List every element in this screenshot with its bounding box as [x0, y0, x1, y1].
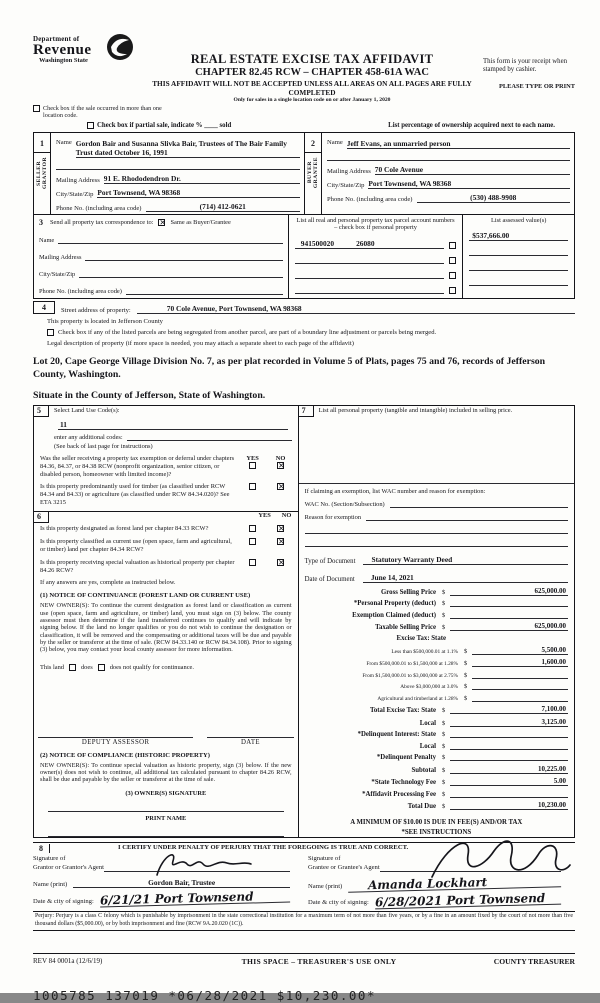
parcel-field-2[interactable] [295, 256, 445, 264]
wac-label: WAC No. (Section/Subsection) [304, 501, 385, 509]
segregated-checkbox[interactable] [47, 329, 54, 336]
single-location-note: Only for sales in a single location code on or after January 1, 2020 [233, 97, 391, 103]
grantee-agent-label: Grantee or Grantee's Agent [308, 863, 380, 871]
grantor-name-print-label: Name (print) [33, 880, 68, 888]
type-print-note: PLEASE TYPE OR PRINT [498, 82, 575, 90]
header [33, 36, 575, 103]
personal-property-area[interactable] [299, 417, 574, 481]
seller-mailing-field[interactable]: 91 E. Rhododendron Dr. [104, 174, 300, 184]
corr-phone-field[interactable] [126, 287, 283, 295]
section6-number: 6 [34, 512, 49, 523]
deputy-assessor-label: DEPUTY ASSESSOR [81, 738, 150, 746]
buyer-grantee-label: BUYER GRANTEE [306, 156, 319, 189]
buyer-box: 2 BUYER GRANTEE Name Jeff Evans, an unmarried person Mailing Address 70 Cole Avenue City/State/Zip Port Townsend, WA 98368 Phone No. (including area code) (530) 488-9908 [304, 133, 574, 214]
perjury-note: Perjury: Perjury is a class C felony which is punishable by imprisonment in the state correctional institution for a maximum term of not more than five years, or by a fine in an amount fixed by the court of not more than five thousand dollars ($5,000.00), or by both imprisonment and fine (RCW 9A.20.020 (1C)). [33, 911, 575, 931]
footer [33, 953, 575, 966]
personal-property-checkbox-1[interactable] [449, 242, 456, 249]
grantor-date-field[interactable]: 6/21/21 Port Townsend [100, 890, 290, 907]
tax-tier3-field[interactable] [472, 671, 568, 679]
does-not-qualify-checkbox[interactable] [98, 664, 105, 671]
exemption-claim-header: If claiming an exemption, list WAC number and reason for exemption: [304, 488, 486, 496]
partial-sale-checkbox[interactable] [87, 122, 94, 129]
form-subtitle: CHAPTER 82.45 RCW – CHAPTER 458-61A WAC [195, 67, 429, 78]
doc-date-field[interactable]: June 14, 2021 [363, 573, 568, 583]
forest-yes-checkbox[interactable] [249, 525, 256, 532]
grantor-agent-label: Grantor or Grantor's Agent [33, 863, 104, 871]
assessed-value-field[interactable]: $537,666.00 [469, 231, 568, 241]
legal-description-text: Lot 20, Cape George Village Division No. 7, as per plat recorded in Volume 5 of Plats, pages 75 and 76, records of Jefferson County, Washington. [33, 355, 546, 380]
land-use-label: Select Land Use Code(s): [54, 407, 120, 415]
timber-question: Is this property predominantly used for timber (as classified under RCW 84.34 and 84.33) or agriculture (as classified under RCW 84.34.020)? See ETA 3215 [40, 483, 230, 506]
corr-city-field[interactable] [79, 270, 283, 278]
multi-location-label: Check box if the sale occurred in more than one location code. [43, 105, 162, 120]
does-qualify-checkbox[interactable] [69, 664, 76, 671]
county-treasurer-label: COUNTY TREASURER [493, 957, 575, 967]
section8-number: 8 [33, 844, 50, 853]
buyer-name-label: Name [327, 138, 343, 146]
ownership-note: List percentage of ownership acquired next to each name. [388, 121, 555, 129]
seller-grantor-label: SELLER GRANTOR [35, 156, 48, 189]
forest-land-question: Is this property designated as forest land per chapter 84.33 RCW? [40, 525, 209, 533]
grantee-date-field[interactable]: 6/28/2021 Port Townsend [375, 892, 561, 909]
current-use-yes-checkbox[interactable] [249, 538, 256, 545]
grantee-signature-block: Signature of Grantee or Grantee's Agent Name (print) Amanda Lockhart Date & city of signing: 6/28/2021 Port Townsend [304, 855, 575, 906]
seller-extra-line[interactable] [56, 162, 300, 170]
notice2-title: (2) NOTICE OF COMPLIANCE (HISTORIC PROPERTY) [40, 751, 210, 759]
exemption-claimed-field[interactable] [450, 611, 568, 619]
same-as-buyer-label: Same as Buyer/Grantee [170, 218, 231, 226]
total-excise-state-field[interactable]: 7,100.00 [450, 705, 568, 714]
section3-number: 3 [39, 217, 43, 227]
gross-selling-price-field[interactable]: 625,000.00 [450, 587, 568, 596]
current-use-no-checkbox[interactable] [277, 538, 284, 545]
street-address-field[interactable]: 70 Cole Avenue, Port Townsend, WA 98368 [137, 304, 575, 314]
owners-signature-label: (3) OWNER(S) SIGNATURE [125, 789, 207, 797]
personal-property-checkbox-4[interactable] [449, 287, 456, 294]
section1-number: 1 [34, 133, 50, 153]
located-note: This property is located in Jefferson County [47, 317, 163, 325]
parcel-header: List all real and personal property tax parcel account numbers – check box if personal property [296, 216, 455, 232]
total-excise-local-field[interactable]: 3,125.00 [450, 718, 568, 727]
doc-type-field[interactable]: Statutory Warranty Deed [363, 555, 568, 565]
print-name-line[interactable] [48, 826, 284, 837]
assessed-header: List assessed value(s) [490, 216, 547, 224]
historic-no-checkbox[interactable] [277, 559, 284, 566]
grantor-signature-block: Signature of Grantor or Grantor's Agent Name (print) Gordon Bair, Trustee Date & city of signing: 6/21/21 Port Townsend [33, 855, 304, 906]
section7-column: 7 List all personal property (tangible and intangible) included in selling price. If claiming an exemption, list WAC number and reason for exemption: WAC No. (Section/Subsection) Reason for exemption Type of Document Statutory Warranty Deed Date of Document June 14, 2021 Gross Selling Price $ 625,000.00 *Personal Property (deduct) $ Exemption Claimed (deduct) $ Taxable Selling Price $ 625,000.00 Excise Tax: State Less than $500,000.01 at 1.1% $ 5,500.00 From $500,000.01 to $1,500,000 at 1.28% $ 1,600.00 From $1,500,000.01 to $3,000,000 at 2.75% $ Above $3,000,000 at 3.0% $ Agricultural and timberland at 1.28% $ Total Excise Tax: State $ 7,100.00 Local $ 3,125.00 *Delinquent Interest: State $ Local $ *Delinquent Penalty $ Subtotal $ 10,225.00 *State Technology Fee $ 5.00 *Affidavit Processing Fee $ Total Due $ 10,230.00 A MINIMUM OF $10.00 IS DUE IN FEE(S) AND/OR TAX *SEE INSTRUCTIONS [299, 406, 574, 837]
logo-text: Department of [33, 35, 80, 43]
partial-sale-label: Check box if partial sale, indicate % ____ sold [97, 121, 232, 129]
assessed-field-3[interactable] [469, 263, 568, 271]
parcel-field-3[interactable] [295, 271, 445, 279]
treasurer-space-label: THIS SPACE – TREASURER'S USE ONLY [241, 957, 397, 967]
dor-seal-icon [105, 32, 135, 62]
buyer-mailing-field[interactable]: 70 Cole Avenue [375, 165, 570, 175]
assessor-date-line[interactable] [207, 729, 293, 738]
delinquent-interest-state-field[interactable] [450, 730, 568, 738]
treasurer-stamp: 1005785 137019 *06/28/2021 $10,230.00* [33, 988, 376, 1003]
section7-number: 7 [299, 406, 314, 417]
corr-mailing-field[interactable] [85, 253, 282, 261]
minimum-fee-note: A MINIMUM OF $10.00 IS DUE IN FEE(S) AND/OR TAX *SEE INSTRUCTIONS [350, 819, 523, 836]
form-warning: THIS AFFIDAVIT WILL NOT BE ACCEPTED UNLESS ALL AREAS ON ALL PAGES ARE FULLY COMPLETED [152, 79, 472, 97]
print-name-label: PRINT NAME [145, 814, 187, 822]
delinquent-interest-local-field[interactable] [450, 742, 568, 750]
grantor-date-label: Date & city of signing: [33, 897, 94, 905]
affidavit-processing-fee-field[interactable] [450, 790, 568, 798]
personal-property-checkbox-3[interactable] [449, 272, 456, 279]
section4 [33, 301, 575, 314]
multi-location-checkbox[interactable] [33, 105, 40, 112]
grantor-name-print-field[interactable]: Gordon Bair, Trustee [73, 878, 290, 888]
form-title: REAL ESTATE EXCISE TAX AFFIDAVIT [190, 52, 434, 66]
certify-statement: I CERTIFY UNDER PENALTY OF PERJURY THAT THE FOREGOING IS TRUE AND CORRECT. [118, 844, 409, 852]
notice1-body: NEW OWNER(S): To continue the current designation as forest land or classification as current use (open space, farm and agriculture, or timber) land, you must sign on (3) below. The county assessor must then determine if the land transferred continues to qualify and will indicate by signing below. If the land no longer qualifies or you do not wish to continue the designation or classification, it will be removed and the compensating or additional taxes will be due and payable by the seller or transferor at the time of sale. (RCW 84.33.140 or RCW 84.34.108). Prior to signing (3) below, you may contact your local county assessor for more information. [40, 602, 292, 654]
section4-number: 4 [33, 301, 55, 314]
notice1-title: (1) NOTICE OF CONTINUANCE (FOREST LAND OR CURRENT USE) [40, 592, 251, 600]
section5-number: 5 [34, 406, 49, 417]
seller-name-label: Name [56, 138, 72, 146]
reason-field-2[interactable] [305, 526, 568, 534]
send-correspondence-label: Send all property tax correspondence to: [50, 218, 154, 226]
see-back-note: (See back of last page for instructions) [54, 443, 153, 451]
exemption-no-checkbox[interactable] [277, 462, 284, 469]
owners-signature-line[interactable] [48, 801, 284, 812]
historic-yes-checkbox[interactable] [249, 559, 256, 566]
personal-property-label: List all personal property (tangible and intangible) included in selling price. [318, 407, 513, 415]
grantee-date-label: Date & city of signing: [308, 899, 369, 907]
land-use-code-field[interactable]: 11 [58, 420, 288, 430]
subtotal-field[interactable]: 10,225.00 [450, 765, 568, 774]
notice2-body: NEW OWNER(S): To continue special valuation as historic property, sign (3) below. If the new owner(s) does not wish to continue, all additional tax calculated pursuant to chapter 84.26 RCW, shall be due and payable by the seller or transferor at the time of sale. [40, 761, 292, 784]
additional-codes-field[interactable] [127, 433, 292, 441]
segregated-label: Check box if any of the listed parcels are being segregated from another parcel, are part of a boundary line adjustment or parcels being merged. [58, 328, 437, 336]
form-revision: REV 84 0001a (12/6/19) [33, 957, 103, 966]
same-as-buyer-checkbox[interactable] [158, 219, 165, 226]
deputy-assessor-line[interactable] [38, 729, 193, 738]
seller-name-field[interactable]: Gordon Bair and Susanna Slivka Bair, Trustees of The Bair Family Trust dated October 16, 1991 [76, 139, 300, 158]
exemption-yes-checkbox[interactable] [249, 462, 256, 469]
receipt-note: This form is your receipt when stamped by cashier. PLEASE TYPE OR PRINT [483, 58, 575, 90]
dor-logo: Department of Revenue Washington State [33, 36, 141, 65]
personal-property-deduct-field[interactable] [450, 599, 568, 607]
forest-no-checkbox[interactable] [277, 525, 284, 532]
tax-tier4-field[interactable] [472, 682, 568, 690]
reason-label: Reason for exemption [304, 514, 362, 522]
grantor-signature [143, 847, 263, 881]
wac-field[interactable] [390, 500, 568, 508]
section5-6-column: 5 Select Land Use Code(s): 11 enter any additional codes: (See back of last page for instructions) Was the seller receiving a property tax exemption or deferral under chapters 84.36, 84.37, or 84.38 RCW (nonprofit organization, senior citizen, or disabled person, homeowner with limited income)? YES NO ✕ Is this property predominantly used for timber (as classified under RCW 84.34 and 84.33) or agriculture (as classified under RCW 84.34.020)? See ETA 3215 ✕ 6 YES NO Is this property designated as forest land per chapter 84.33 RCW? ✕ Is this property classified as current use (open space, farm and agricultural, or timber) land per chapter 84.34 RCW? ✕ Is this property receiving special valuation as historical property per chapter 84.26 RCW? ✕ If any answers are yes, complete as instructed below. (1) NOTICE OF CONTINUANCE (FOREST LAND OR CURRENT USE) NEW OWNER(S): To continue the current designation as forest land or classification as current use (open space, farm and agriculture, or timber) land, you must sign on (3) below. The county assessor must then determine if the land transferred continues to qualify and will indicate by signing below. If the land no longer qualifies or you do not wish to continue the designation or classification, it will be removed and the compensating or additional taxes will be due and payable by the seller or transferor at the time of sale. (RCW 84.33.140 or RCW 84.34.108). Prior to signing (3) below, you may contact your local county assessor for more information. This land does does not qualify for continuance. DEPUTY ASSESSOR DATE (2) NOTICE OF COMPLIANCE (HISTORIC PROPERTY) NEW OWNER(S): To continue special valuation as historic property, sign (3) below. If the new owner(s) does not wish to continue, all additional tax calculated pursuant to chapter 84.26 RCW, shall be due and payable by the seller or transferor at the time of sale. (3) OWNER(S) SIGNATURE PRINT NAME [34, 406, 299, 837]
grantee-name-print-label: Name (print) [308, 882, 343, 890]
situate-text: Situate in the County of Jefferson, State of Washington. [33, 390, 266, 402]
buyer-extra-line[interactable] [327, 153, 570, 161]
section3: 3 Send all property tax correspondence to: ✕ Same as Buyer/Grantee Name Mailing Address City/State/Zip Phone No. (including area code) List all real and personal property tax parcel account numbers – check box if personal property 941500020 26080 List assessed value(s) $537,666.00 [34, 215, 574, 298]
assessor-date-label: DATE [240, 738, 260, 746]
section8 [33, 842, 575, 931]
exemption-question: Was the seller receiving a property tax exemption or deferral under chapters 84.36, 84.37, or 84.38 RCW (nonprofit organization, senior citizen, or disabled person, homeowner with limited income)? [40, 455, 235, 478]
tax-tier2-field[interactable]: 1,600.00 [472, 658, 568, 667]
personal-property-checkbox-2[interactable] [449, 257, 456, 264]
timber-no-checkbox[interactable] [277, 483, 284, 490]
street-address-label: Street address of property: [61, 306, 131, 314]
state-technology-fee-field[interactable]: 5.00 [450, 777, 568, 786]
parcel-number-field[interactable]: 941500020 26080 [295, 239, 445, 249]
buyer-city-field[interactable]: Port Townsend, WA 98368 [368, 179, 570, 189]
delinquent-penalty-field[interactable] [450, 753, 568, 761]
if-yes-note: If any answers are yes, complete as instructed below. [40, 579, 176, 587]
reason-field-3[interactable] [305, 539, 568, 547]
doc-date-label: Date of Document [304, 576, 355, 584]
legal-description-label: Legal description of property (if more space is needed, you may attach a separate sheet to each page of the affidavit) [47, 339, 354, 347]
grantee-name-print-field[interactable]: Amanda Lockhart [348, 875, 561, 892]
seller-phone-field[interactable]: (714) 412-0621 [146, 202, 300, 212]
corr-name-field[interactable] [58, 236, 283, 244]
assessed-field-2[interactable] [469, 248, 568, 256]
seller-box: 1 SELLER GRANTOR Name Gordon Bair and Susanna Slivka Bair, Trustees of The Bair Family Trust dated October 16, 1991 Mailing Address 91 E. Rhododendron Dr. City/State/Zip Port Townsend, WA 98368 Phone No. (including area code) (714) 412-0621 [34, 133, 304, 214]
taxable-selling-price-field[interactable]: 625,000.00 [450, 622, 568, 631]
tax-agricultural-field[interactable] [472, 694, 568, 702]
additional-codes-label: enter any additional codes: [54, 434, 123, 442]
section2-number: 2 [305, 133, 321, 153]
seller-city-field[interactable]: Port Townsend, WA 98368 [97, 188, 300, 198]
assessed-field-4[interactable] [469, 278, 568, 286]
tax-tier1-field[interactable]: 5,500.00 [472, 646, 568, 655]
buyer-name-field[interactable]: Jeff Evans, an unmarried person [347, 139, 570, 149]
timber-yes-checkbox[interactable] [249, 483, 256, 490]
excise-tax-header: Excise Tax: State [396, 635, 446, 643]
doc-type-label: Type of Document [304, 558, 356, 566]
reason-field[interactable] [366, 513, 568, 521]
parcel-field-4[interactable] [295, 286, 445, 294]
buyer-phone-field[interactable]: (530) 488-9908 [417, 193, 570, 203]
historic-question: Is this property receiving special valuation as historical property per chapter 84.26 RCW? [40, 558, 235, 574]
total-due-field[interactable]: 10,230.00 [450, 801, 568, 810]
current-use-question: Is this property classified as current use (open space, farm and agricultural, or timber) land per chapter 84.34 RCW? [40, 538, 232, 554]
